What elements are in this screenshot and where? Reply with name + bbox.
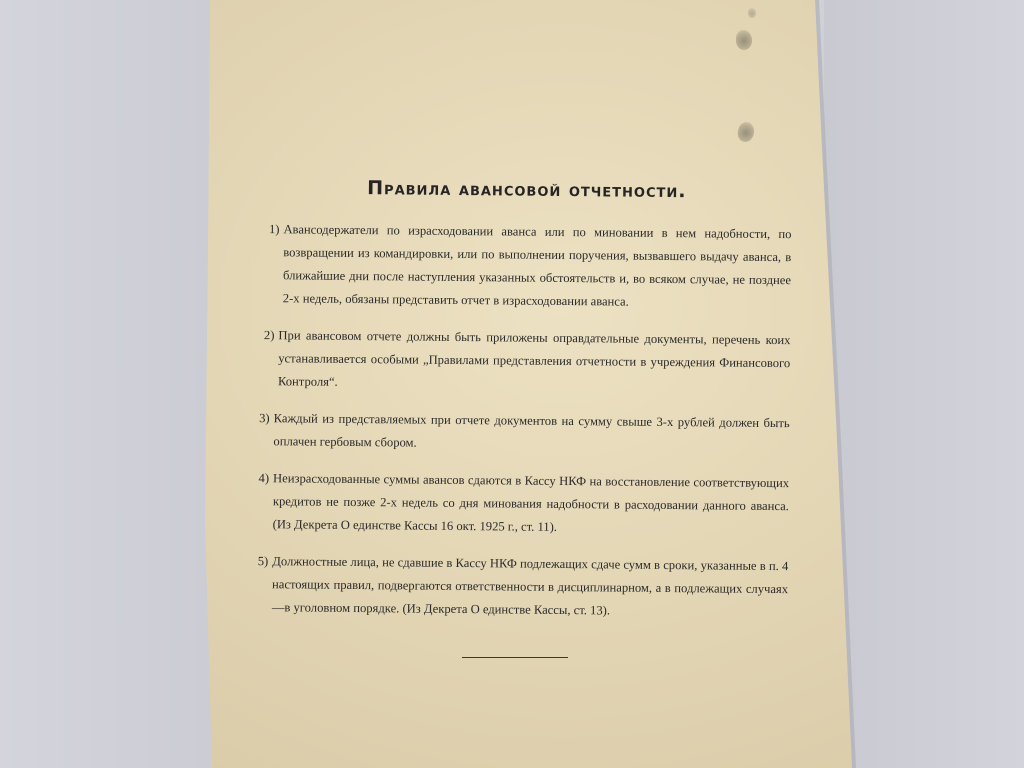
rule-number: 4) xyxy=(258,471,270,486)
background-surface-right xyxy=(824,0,1024,768)
rule-item-4 xyxy=(249,467,790,541)
punch-hole xyxy=(736,30,752,50)
rule-number: 2) xyxy=(263,328,275,343)
paper-damage-mark xyxy=(748,8,756,18)
document-title: Правила авансовой отчетности. xyxy=(367,177,687,203)
rule-text: Авансодержатели по израсходовании аванса или по миновании в нем надобности, по возвращении из командировки, или по выполнении поручения, вызвавшего выдачу аванса, в ближайшие дни после наступления указанных обстоятельств и, во всяком случае, не позднее 2-х недель, обязаны представить отчет в израсходовании аванса. xyxy=(282,222,792,309)
rule-item-5 xyxy=(248,550,789,624)
document-body xyxy=(248,176,792,638)
rule-number: 5) xyxy=(257,554,269,569)
rule-text: Каждый из представляемых при отчете документов на сумму свыше 3-х рублей должен быть оплачен гербовым сбором. xyxy=(273,411,790,450)
rule-item-1 xyxy=(251,218,792,315)
rule-number: 1) xyxy=(268,222,280,237)
rule-text: Должностные лица, не сдавшие в Кассу НКФ подлежащих сдаче сумм в сроки, указанные в п. 4 настоящих правил, подвергаются ответственности в дисциплинарном, а в подлежащих случаях—в уголовном порядке. (Из Декрета О единстве Кассы, ст. 13). xyxy=(271,554,789,618)
rule-item-2 xyxy=(250,324,791,398)
rule-item-3 xyxy=(249,407,789,458)
rule-text: При авансовом отчете должны быть приложены оправдательные документы, перечень коих устанавливается особыми „Правилами представления отчетности в учреждения Финансового Контроля“. xyxy=(277,328,791,389)
closing-divider-line xyxy=(462,657,568,658)
rule-text: Неизрасходованные суммы авансов сдаются в Кассу НКФ на восстановление соответствующих кредитов не позже 2-х недель со дня минования надобности в расходовании данного аванса. (Из Декрета О единстве Кассы 16 окт. 1925 г., ст. 11). xyxy=(272,471,790,534)
background-surface-left xyxy=(0,0,215,768)
rule-number: 3) xyxy=(259,411,270,426)
